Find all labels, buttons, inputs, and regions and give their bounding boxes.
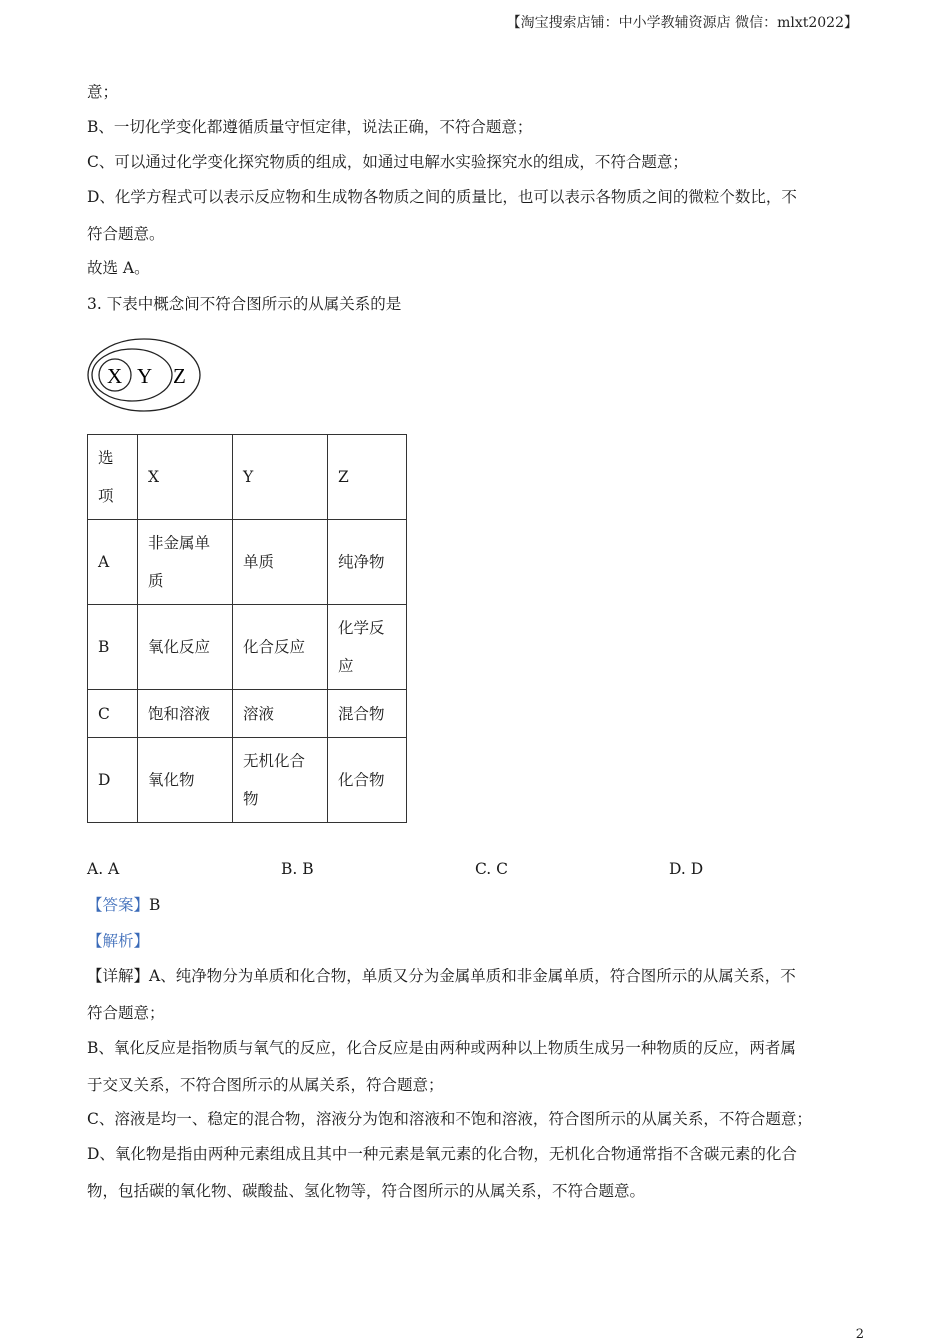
- choice-d: D. D: [669, 860, 704, 878]
- nested-ellipse-diagram: [86, 335, 204, 415]
- table-cell: 饱和溶液: [138, 690, 233, 738]
- header-cell: Z: [328, 435, 407, 520]
- label-y: Y: [137, 364, 153, 388]
- explanation-line-5: C、溶液是均一、稳定的混合物，溶液分为饱和溶液和不饱和溶液，符合图所示的从属关系，不符合题意；: [87, 1110, 812, 1128]
- choice-b: B. B: [281, 860, 314, 878]
- answer-tag: 【答案】: [87, 896, 150, 914]
- explanation-line-2: 符合题意；: [87, 1004, 165, 1022]
- header-cell: Y: [233, 435, 328, 520]
- table-cell: 化合反应: [233, 605, 328, 690]
- table-row: [88, 605, 407, 690]
- analysis-tag: 【解析】: [87, 932, 150, 950]
- page-number: 2: [855, 1327, 864, 1342]
- table-row: [88, 520, 407, 605]
- options-table: [87, 434, 407, 823]
- table-cell: B: [88, 605, 138, 690]
- table-cell: 化学反应: [328, 605, 407, 690]
- table-cell: 化合物: [328, 738, 407, 823]
- ellipse-y: [92, 349, 172, 401]
- table-cell: 氧化物: [138, 738, 233, 823]
- page-header: 【淘宝搜索店铺：中小学教辅资源店 微信：mlxt2022】: [506, 15, 858, 31]
- choice-c: C. C: [475, 860, 509, 878]
- detail-tag: 【详解】: [87, 967, 150, 985]
- explanation-line-3: B、氧化反应是指物质与氧气的反应，化合反应是由两种或两种以上物质生成另一种物质的反应，两者属: [87, 1039, 796, 1057]
- table-cell: 混合物: [328, 690, 407, 738]
- question-stem: 3. 下表中概念间不符合图所示的从属关系的是: [87, 295, 402, 313]
- answer-value: B: [149, 896, 161, 914]
- header-cell: 选项: [88, 435, 138, 520]
- choice-a: A. A: [87, 860, 120, 878]
- table-header-row: [88, 435, 407, 520]
- table-row: [88, 690, 407, 738]
- prev-line-3: C、可以通过化学变化探究物质的组成，如通过电解水实验探究水的组成，不符合题意；: [87, 153, 688, 171]
- table-cell: 溶液: [233, 690, 328, 738]
- explanation-line-1: [87, 966, 796, 986]
- table-cell: 纯净物: [328, 520, 407, 605]
- prev-line-4: D、化学方程式可以表示反应物和生成物各物质之间的质量比，也可以表示各物质之间的微粒个数比，不: [87, 188, 797, 206]
- table-cell: 单质: [233, 520, 328, 605]
- table-cell: D: [88, 738, 138, 823]
- label-x: X: [107, 364, 123, 388]
- prev-line-5: 符合题意。: [87, 225, 165, 243]
- explanation-line-7: 物，包括碳的氧化物、碳酸盐、氢化物等，符合图所示的从属关系，不符合题意。: [87, 1182, 646, 1200]
- table-cell: 氧化反应: [138, 605, 233, 690]
- header-cell: X: [138, 435, 233, 520]
- table-cell: 无机化合物: [233, 738, 328, 823]
- table-row: [88, 738, 407, 823]
- answer-line: [87, 895, 160, 915]
- explanation-line-4: 于交叉关系，不符合图所示的从属关系，符合题意；: [87, 1076, 444, 1094]
- prev-line-6: 故选 A。: [87, 259, 150, 277]
- prev-line-2: B、一切化学变化都遵循质量守恒定律，说法正确，不符合题意；: [87, 118, 533, 136]
- prev-line-1: 意；: [87, 83, 119, 101]
- explanation-text: A、纯净物分为单质和化合物，单质又分为金属单质和非金属单质，符合图所示的从属关系，不: [149, 967, 796, 985]
- table-cell: 非金属单质: [138, 520, 233, 605]
- explanation-line-6: D、氧化物是指由两种元素组成且其中一种元素是氧元素的化合物，无机化合物通常指不含碳元素的化合: [87, 1145, 797, 1163]
- table-cell: A: [88, 520, 138, 605]
- table-cell: C: [88, 690, 138, 738]
- label-z: Z: [173, 364, 186, 388]
